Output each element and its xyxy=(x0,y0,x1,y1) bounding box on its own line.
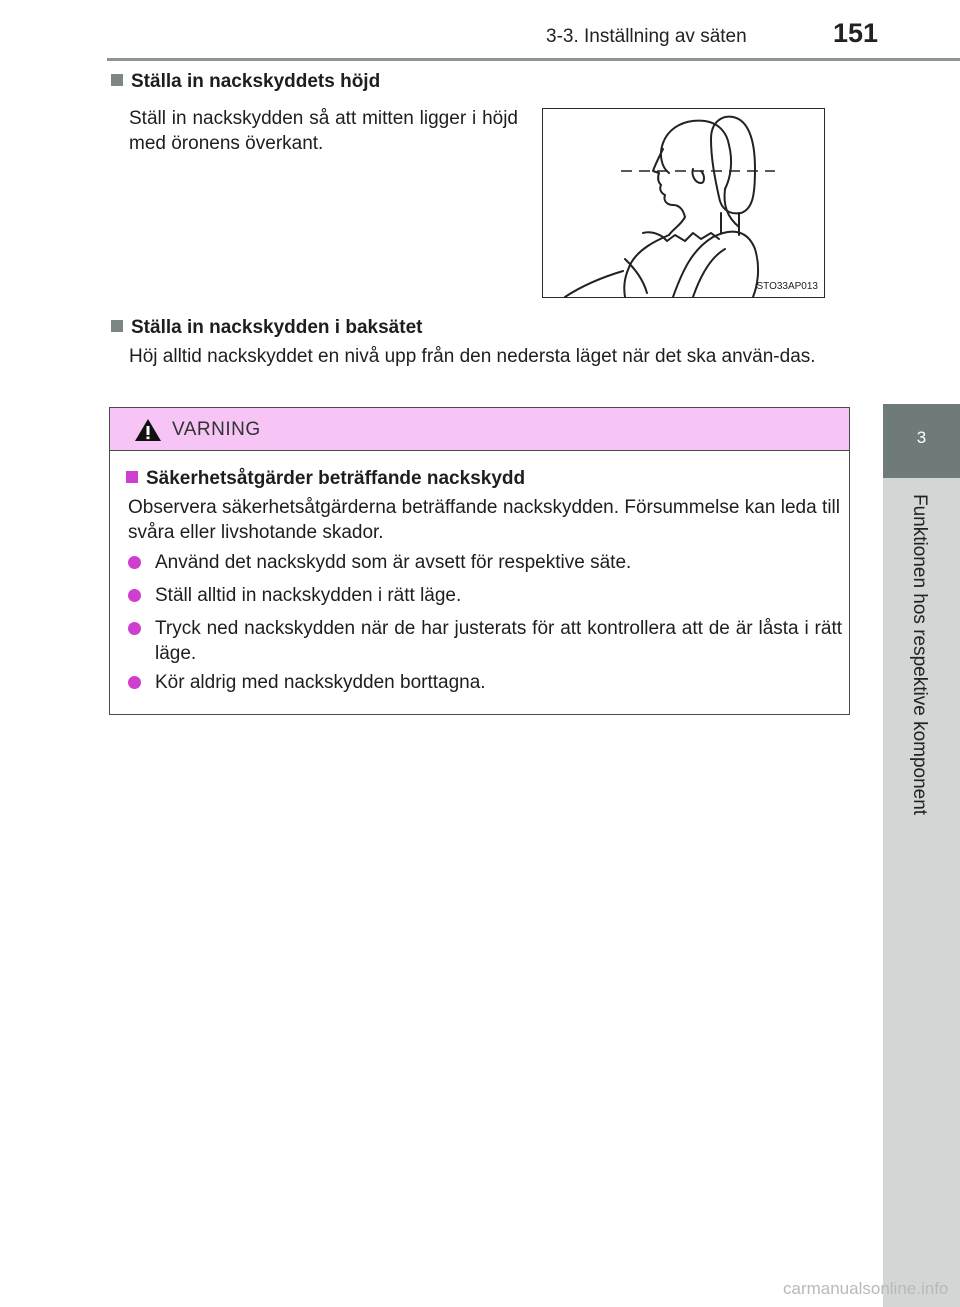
bullet-dot-icon xyxy=(128,589,141,602)
warning-triangle-icon xyxy=(134,418,162,442)
section-title: 3-3. Inställning av säten xyxy=(546,26,747,47)
list-item xyxy=(128,583,842,608)
chapter-title: Funktionen hos respektive komponent xyxy=(909,494,930,816)
bullet-dot-icon xyxy=(128,676,141,689)
list-item-text: Kör aldrig med nackskydden borttagna. xyxy=(155,672,486,693)
section1-body: Ställ in nackskydden så att mitten ligger i höjd med öronens överkant. xyxy=(129,108,518,154)
figure-code: STO33AP013 xyxy=(756,281,818,292)
list-item xyxy=(128,670,842,695)
head-profile-icon xyxy=(543,109,824,297)
headrest-illustration xyxy=(542,108,825,298)
bullet-dot-icon xyxy=(128,556,141,569)
section1-heading-text: Ställa in nackskyddets höjd xyxy=(131,71,381,92)
section2-heading-text: Ställa in nackskydden i baksätet xyxy=(131,317,423,338)
chapter-tab xyxy=(883,404,960,478)
list-item xyxy=(128,616,842,666)
list-item xyxy=(128,550,842,575)
section2-heading xyxy=(111,317,422,339)
square-bullet-icon xyxy=(111,320,123,332)
warning-intro: Observera säkerhetsåtgärderna beträffande nackskydden. Försummelse kan leda till svåra eller livshotande skador. xyxy=(128,497,840,543)
warning-header xyxy=(110,408,849,451)
chapter-number: 3 xyxy=(916,428,927,447)
section1-heading xyxy=(111,71,380,93)
section2-body: Höj alltid nackskyddet en nivå upp från den nedersta läget när det ska använ-das. xyxy=(129,346,816,367)
bullet-dot-icon xyxy=(128,622,141,635)
warning-heading xyxy=(126,468,525,490)
warning-box xyxy=(109,407,850,715)
page-number: 151 xyxy=(833,18,879,48)
watermark: carmanualsonline.info xyxy=(783,1279,949,1298)
warning-title: VARNING xyxy=(172,419,261,440)
square-bullet-icon xyxy=(126,471,138,483)
list-item-text: Tryck ned nackskydden när de har justerats för att kontrollera att de är låsta i rätt läge. xyxy=(155,618,842,664)
list-item-text: Ställ alltid in nackskydden i rätt läge. xyxy=(155,585,462,606)
header-rule xyxy=(107,58,960,61)
square-bullet-icon xyxy=(111,74,123,86)
list-item-text: Använd det nackskydd som är avsett för respektive säte. xyxy=(155,552,632,573)
warning-heading-text: Säkerhetsåtgärder beträffande nackskydd xyxy=(146,468,526,489)
